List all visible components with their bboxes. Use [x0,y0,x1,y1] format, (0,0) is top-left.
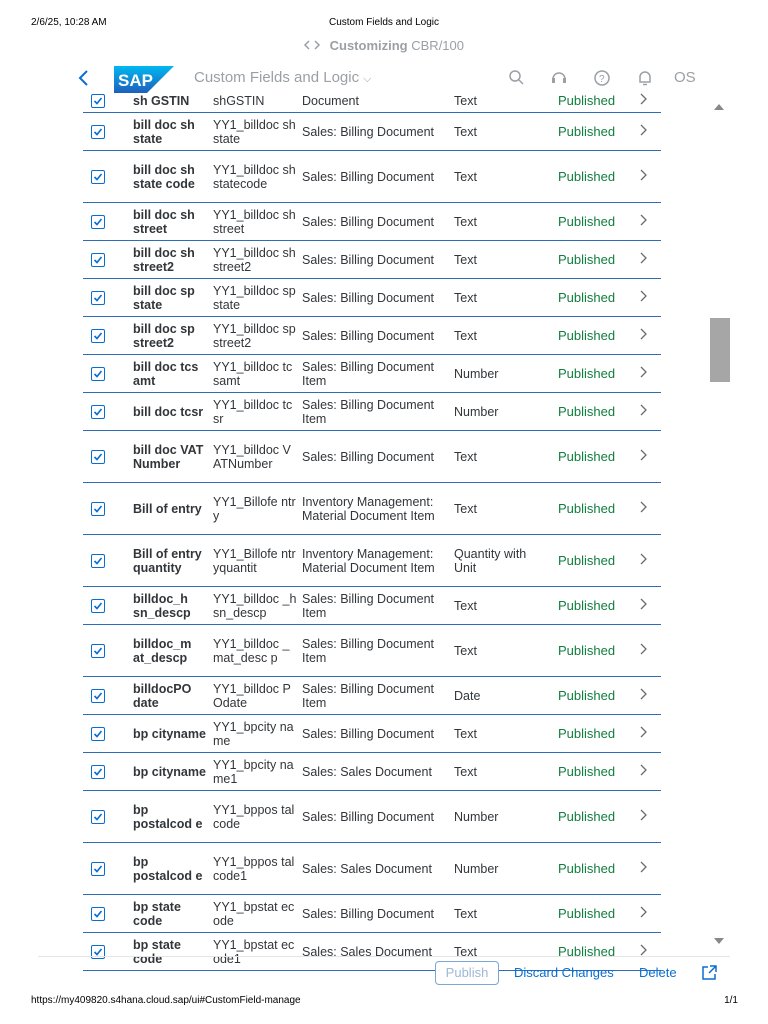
status-text: Published [558,365,616,381]
status-text: Published [558,597,616,613]
business-context: Sales: Sales Document [302,944,432,959]
chevron-right-icon[interactable] [639,764,651,779]
table-rows [83,89,661,971]
search-icon[interactable] [508,69,528,89]
field-type: Text [454,501,477,516]
chevron-right-icon[interactable] [639,688,651,703]
status-text: Published [558,552,616,568]
field-type: Number [454,366,499,381]
field-type: Number [454,861,499,876]
chevron-down-icon: ⌵ [363,73,372,85]
row-checkbox[interactable] [91,94,105,108]
status-text: Published [558,905,616,921]
business-context: Sales: Billing Document Item [302,636,435,665]
business-context: Sales: Billing Document [302,449,435,464]
field-type: Text [454,449,477,464]
field-label: bp state code [133,899,181,928]
chevron-right-icon[interactable] [639,366,651,381]
chevron-right-icon[interactable] [639,449,651,464]
row-checkbox[interactable] [91,450,105,464]
field-label: bill doc sh state code [133,162,195,191]
table-row[interactable] [83,393,661,431]
field-label: bp state code [133,937,181,966]
field-identifier: YY1_billdoc VATNumber [213,442,291,471]
chevron-right-icon[interactable] [639,290,651,305]
discard-changes-button[interactable]: Discard Changes [514,965,614,980]
checkmark-icon [93,504,103,514]
row-checkbox[interactable] [91,599,105,613]
print-header [0,0,768,36]
business-context: Inventory Management: Material Document Item [302,494,435,523]
table-row[interactable] [83,677,661,715]
field-type: Text [454,726,477,741]
table-row[interactable] [83,843,661,895]
field-label: billdoc_h sn_descp [133,591,191,620]
row-checkbox[interactable] [91,405,105,419]
checkmark-icon [93,96,103,106]
table-row[interactable] [83,241,661,279]
chevron-right-icon[interactable] [639,501,651,516]
chevron-right-icon[interactable] [639,643,651,658]
checkmark-icon [93,556,103,566]
checkmark-icon [93,812,103,822]
chevron-right-icon[interactable] [639,553,651,568]
field-identifier: YY1_billdoc spstate [213,283,296,312]
status-text: Published [558,289,616,305]
status-text: Published [558,500,616,516]
business-context: Sales: Billing Document [302,290,435,305]
field-identifier: YY1_bpcity name [213,719,294,748]
headset-icon[interactable] [550,69,570,89]
field-type: Text [454,169,477,184]
status-text: Published [558,92,616,108]
row-checkbox[interactable] [91,502,105,516]
bell-icon[interactable] [636,69,656,89]
status-text: Published [558,860,616,876]
print-date: 2/6/25, 10:28 AM [31,17,107,28]
app-title-menu[interactable] [194,69,371,86]
print-title: Custom Fields and Logic [328,17,440,28]
checkmark-icon [93,691,103,701]
table-row[interactable] [83,483,661,535]
business-context: Sales: Sales Document [302,764,432,779]
app-title: Custom Fields and Logic [194,69,360,86]
context-bar [0,38,768,58]
status-text: Published [558,687,616,703]
table-row[interactable] [83,753,661,791]
business-context: Sales: Billing Document [302,726,435,741]
field-label: bp cityname [133,726,206,741]
status-text: Published [558,123,616,139]
checkmark-icon [93,909,103,919]
row-checkbox[interactable] [91,907,105,921]
context-label: Customizing [329,38,408,53]
table-row[interactable] [83,355,661,393]
chevron-right-icon[interactable] [639,328,651,343]
chevron-right-icon[interactable] [639,404,651,419]
scroll-up-arrow[interactable] [714,104,724,110]
checkmark-icon [93,217,103,227]
field-identifier: YY1_billdoc shstreet [213,207,296,236]
table-row[interactable] [83,279,661,317]
field-type: Text [454,906,477,921]
field-label: bill doc sp state [133,283,195,312]
business-context: Sales: Billing Document [302,252,435,267]
row-checkbox[interactable] [91,215,105,229]
field-type: Text [454,214,477,229]
field-label: billdoc_m at_descp [133,636,192,665]
field-identifier: YY1_billdoc tcsr [213,397,293,426]
table-row[interactable] [83,89,661,113]
row-checkbox[interactable] [91,253,105,267]
business-context: Sales: Billing Document Item [302,359,435,388]
row-checkbox[interactable] [91,329,105,343]
field-label: bill doc VAT Number [133,442,204,471]
chevron-right-icon[interactable] [639,124,651,139]
field-label: sh GSTIN [133,93,190,108]
business-context: Sales: Billing Document [302,328,435,343]
field-label: billdocPO date [133,681,192,710]
table-row[interactable] [83,203,661,241]
business-context: Inventory Management: Material Document Item [302,546,435,575]
field-label: bill doc tcs amt [133,359,199,388]
checkmark-icon [93,767,103,777]
field-type: Quantity with Unit [454,546,527,575]
table-row[interactable] [83,317,661,355]
business-context: Document [302,93,359,108]
checkmark-icon [93,331,103,341]
chevron-right-icon[interactable] [639,906,651,921]
field-identifier: YY1_Billofe ntry [213,494,296,523]
status-text: Published [558,725,616,741]
field-identifier: YY1_billdoc shstatecode [213,162,296,191]
checkmark-icon [93,407,103,417]
field-type: Text [454,598,477,613]
row-checkbox[interactable] [91,644,105,658]
field-type: Text [454,764,477,779]
business-context: Sales: Billing Document Item [302,681,435,710]
chevron-left-icon [76,68,90,88]
field-label: bp cityname [133,764,206,779]
checkmark-icon [93,127,103,137]
status-text: Published [558,943,616,959]
publish-button[interactable]: Publish [435,961,499,985]
field-type: Text [454,643,477,658]
table-row[interactable] [83,151,661,203]
field-type: Date [454,688,481,703]
table-row[interactable] [83,587,661,625]
business-context: Sales: Billing Document [302,124,435,139]
custom-fields-table [83,92,661,966]
field-identifier: YY1_bpstat ecode [213,899,295,928]
back-button[interactable] [76,68,96,90]
status-text: Published [558,763,616,779]
table-row[interactable] [83,715,661,753]
field-label: bill doc sh street2 [133,245,195,274]
field-label: Bill of entry quantity [133,546,202,575]
chevron-right-icon[interactable] [639,169,651,184]
row-checkbox[interactable] [91,291,105,305]
field-type: Number [454,809,499,824]
row-checkbox[interactable] [91,689,105,703]
field-identifier: YY1_bpcity name1 [213,757,294,786]
field-identifier: YY1_billdoc shstate [213,117,296,146]
business-context: Sales: Sales Document [302,861,432,876]
field-identifier: YY1_billdoc spstreet2 [213,321,296,350]
status-text: Published [558,168,616,184]
row-checkbox[interactable] [91,862,105,876]
row-checkbox[interactable] [91,554,105,568]
checkmark-icon [93,601,103,611]
field-identifier: shGSTIN [213,93,265,108]
checkmark-icon [93,452,103,462]
field-label: bill doc tcsr [133,404,204,419]
row-checkbox[interactable] [91,367,105,381]
field-label: bill doc sp street2 [133,321,195,350]
checkmark-icon [93,646,103,656]
help-icon[interactable] [593,69,613,89]
business-context: Sales: Billing Document Item [302,591,435,620]
business-context: Sales: Billing Document [302,906,435,921]
field-type: Number [454,404,499,419]
field-identifier: YY1_bppos talcode [213,802,295,831]
checkmark-icon [93,864,103,874]
row-checkbox[interactable] [91,810,105,824]
field-identifier: YY1_billdoc shstreet2 [213,245,296,274]
field-label: bp postalcod e [133,854,203,883]
table-row[interactable] [83,113,661,151]
context-system: CBR/100 [411,38,464,53]
row-checkbox[interactable] [91,125,105,139]
field-type: Text [454,93,477,108]
row-checkbox[interactable] [91,765,105,779]
business-context: Sales: Billing Document [302,169,435,184]
svg-text:?: ? [599,74,605,85]
business-context: Sales: Billing Document [302,214,435,229]
row-checkbox[interactable] [91,170,105,184]
business-context: Sales: Billing Document Item [302,397,435,426]
scroll-down-arrow[interactable] [714,938,724,944]
chevron-right-icon[interactable] [639,214,651,229]
footer-toolbar [38,956,730,990]
field-type: Text [454,328,477,343]
chevron-right-icon[interactable] [639,861,651,876]
table-row[interactable] [83,895,661,933]
field-type: Text [454,124,477,139]
field-type: Text [454,290,477,305]
status-text: Published [558,403,616,419]
field-type: Text [454,252,477,267]
code-brackets-icon [304,38,320,53]
svg-text:SAP: SAP [118,71,153,90]
status-text: Published [558,808,616,824]
business-context: Sales: Billing Document [302,809,435,824]
table-row[interactable] [83,625,661,677]
field-label: bp postalcod e [133,802,203,831]
field-label: bill doc sh street [133,207,195,236]
chevron-right-icon[interactable] [639,93,651,108]
chevron-right-icon[interactable] [639,252,651,267]
scrollbar-thumb[interactable] [710,318,730,382]
row-checkbox[interactable] [91,727,105,741]
field-identifier: YY1_billdoc _hsn_descp [213,591,297,620]
delete-button[interactable]: Delete [639,965,677,980]
status-text: Published [558,251,616,267]
chevron-right-icon[interactable] [639,726,651,741]
status-text: Published [558,448,616,464]
checkmark-icon [93,255,103,265]
status-text: Published [558,642,616,658]
user-avatar[interactable]: OS [674,69,696,86]
status-text: Published [558,213,616,229]
table-row[interactable] [83,535,661,587]
share-icon[interactable] [700,964,718,982]
field-identifier: YY1_Billofe ntryquantit [213,546,296,575]
field-identifier: YY1_billdoc POdate [213,681,291,710]
checkmark-icon [93,729,103,739]
field-identifier: YY1_bpstat ecode1 [213,937,295,966]
field-label: bill doc sh state [133,117,195,146]
field-label: Bill of entry [133,501,202,516]
chevron-right-icon[interactable] [639,598,651,613]
field-identifier: YY1_billdoc tcsamt [213,359,293,388]
checkmark-icon [93,947,103,957]
field-type: Text [454,944,477,959]
checkmark-icon [93,172,103,182]
field-identifier: YY1_bppos talcode1 [213,854,295,883]
table-row[interactable] [83,791,661,843]
table-row[interactable] [83,431,661,483]
status-text: Published [558,327,616,343]
print-url: https://my409820.s4hana.cloud.sap/ui#CustomField-manage [31,995,301,1006]
print-page-number: 1/1 [724,995,738,1006]
checkmark-icon [93,293,103,303]
checkmark-icon [93,369,103,379]
field-identifier: YY1_billdoc _mat_desc p [213,636,290,665]
chevron-right-icon[interactable] [639,809,651,824]
